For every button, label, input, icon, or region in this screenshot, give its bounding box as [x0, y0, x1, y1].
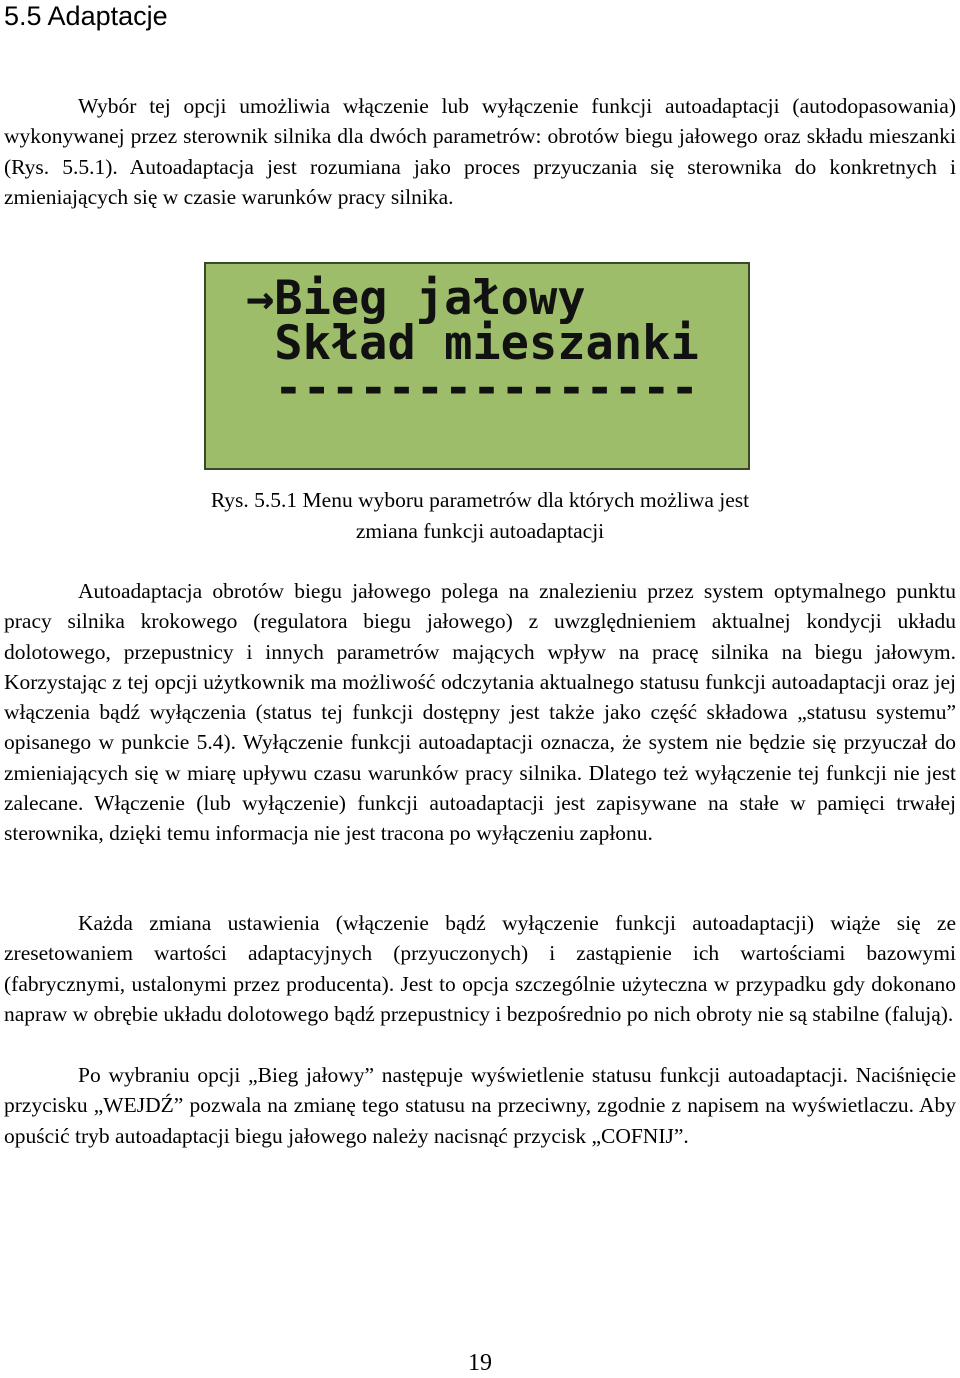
lcd-display [204, 262, 750, 470]
lcd-dash-line: --------------- [246, 361, 699, 416]
caption-line-2: zmiana funkcji autoadaptacji [355, 518, 605, 543]
page-number: 19 [468, 1350, 492, 1376]
paragraph-usage-instructions: Po wybraniu opcji „Bieg jałowy” następuje wyświetlenie statusu funkcji autoadaptacji. Naciśnięcie przycisku „WEJDŹ” pozwala na zmianę tego statusu na przeciwny, zgodnie z napisem na wyświetlaczu. Aby opuścić tryb autoadaptacji biegu jałowego należy nacisnąć przycisk „COFNIJ”. [4, 1063, 956, 1148]
paragraph-reset-info: Każda zmiana ustawienia (włączenie bądź wyłączenie funkcji autoadaptacji) wiąże się ze zresetowaniem wartości adaptacyjnych (przyuczonych) i zastąpienie ich wartościami bazowymi (fabrycznymi, ustalonymi przez producenta). Jest to opcja szczególnie użyteczna w przypadku gdy dokonano napraw w obrębie układu dolotowego bądź przepustnicy i bezpośrednio po nich obroty nie są stabilne (falują). [4, 911, 956, 1026]
lcd-menu-item-sklad-mieszanki: Skład mieszanki [246, 316, 699, 371]
intro-paragraph: Wybór tej opcji umożliwia włączenie lub wyłączenie funkcji autoadaptacji (autodopasowania) wykonywanej przez sterownik silnika dla dwóch parametrów: obrotów biegu jałowego oraz składu mieszanki (Rys. 5.5.1). Autoadaptacja jest rozumiana jako proces przyuczania się sterownika do konkretnych i zmieniających się w czasie warunków pracy silnika. [4, 94, 956, 209]
lcd-menu-item-bieg-jalowy: →Bieg jałowy [246, 271, 586, 326]
paragraph-autoadaptation-description: Autoadaptacja obrotów biegu jałowego polega na znalezieniu przez system optymalnego punktu pracy silnika krokowego (regulatora biegu jałowego) z uwzględnieniem aktualnej kondycji układu dolotowego, przepustnicy i innych parametrów mających wpływ na pracę silnika na biegu jałowym. Korzystając z tej opcji użytkownik ma możliwość odczytania aktualnego statusu funkcji autoadaptacji oraz jej włączenia bądź wyłączenia (status tej funkcji dostępny jest także jako część składowa „statusu systemu” opisanego w punkcie 5.4). Wyłączenie funkcji autoadaptacji oznacza, że system nie będzie się przyuczał do zmieniających się w miarę upływu czasu warunków pracy silnika. Dlatego też wyłączenie tej funkcji nie jest zalecane. Włączenie (lub wyłączenie) funkcji autoadaptacji jest zapisywane na stałe w pamięci trwałej sterownika, dzięki temu informacja nie jest tracona po wyłączeniu zapłonu. [4, 579, 956, 846]
figure-caption [100, 485, 860, 546]
caption-line-1: Rys. 5.5.1 Menu wyboru parametrów dla których możliwa jest [210, 488, 750, 512]
section-heading: 5.5 Adaptacje [4, 1, 168, 31]
